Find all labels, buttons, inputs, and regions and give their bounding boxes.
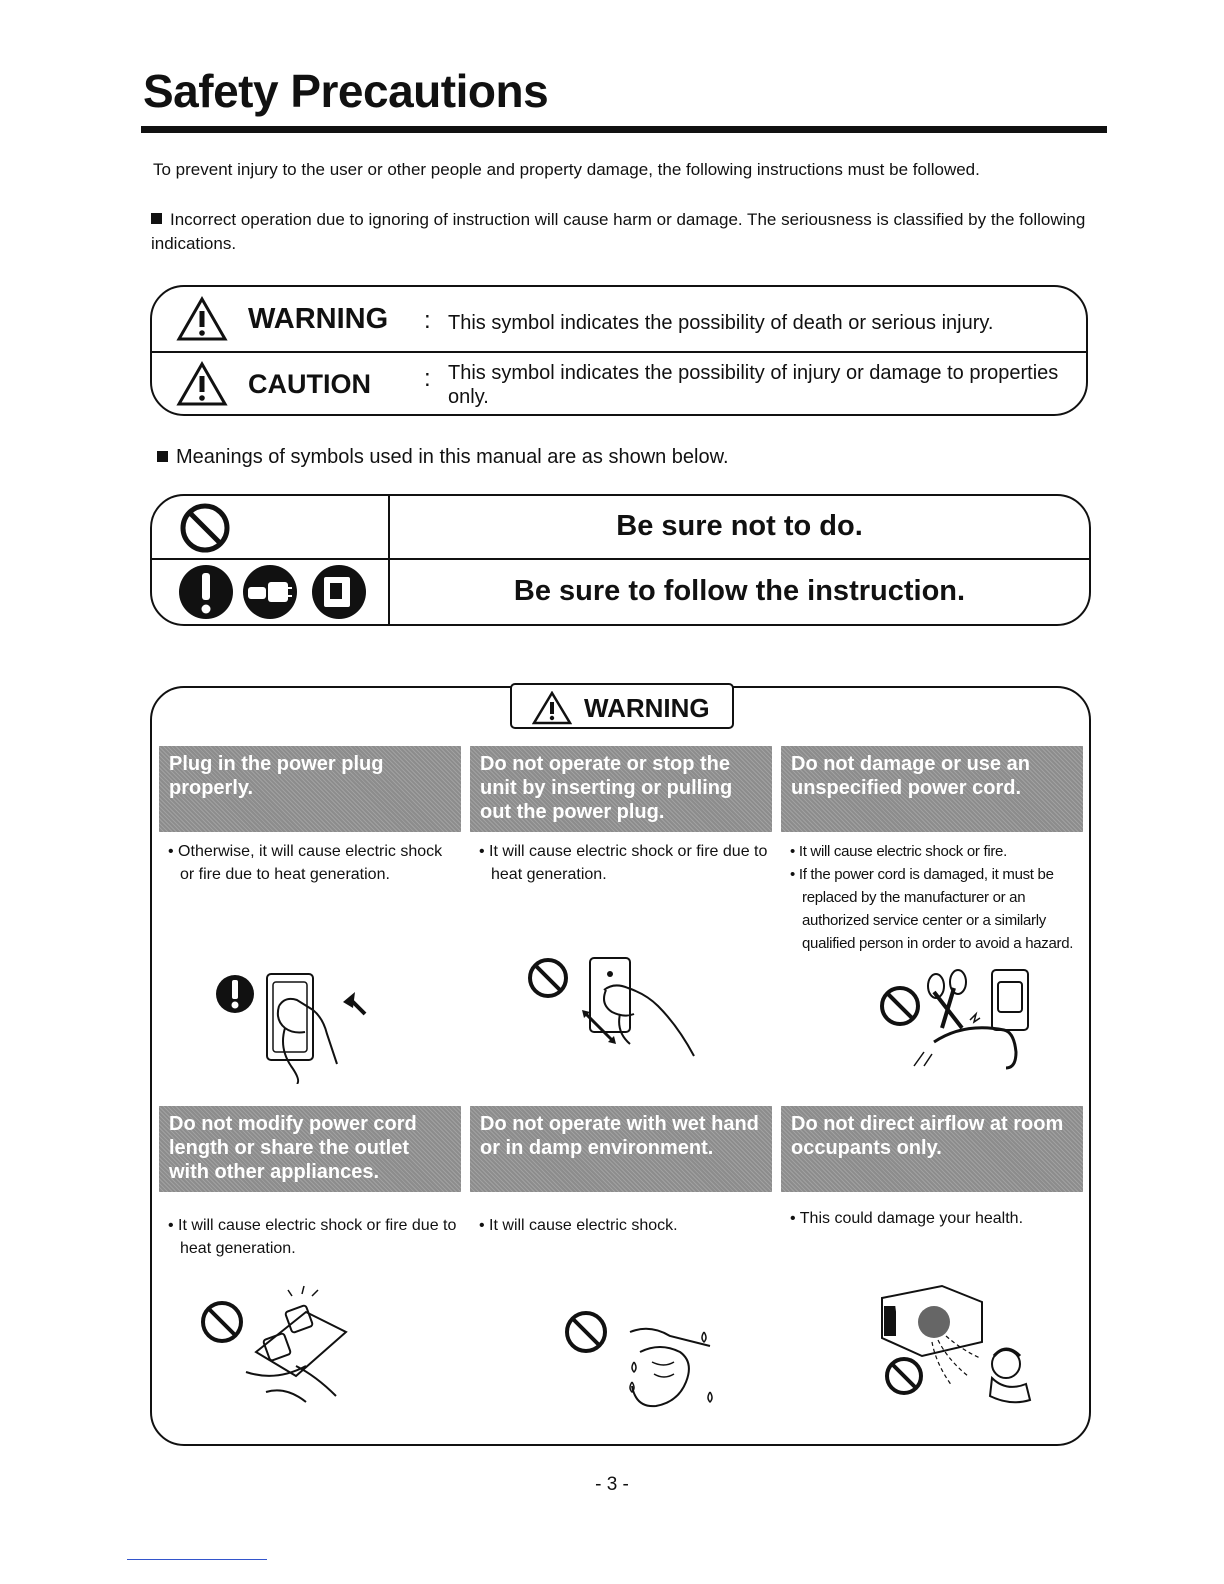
symbol-meaning-table — [150, 494, 1091, 626]
signal-word-table — [150, 285, 1088, 416]
symbol-meaning: Be sure to follow the instruction. — [513, 575, 966, 607]
prohibition-icon — [178, 501, 232, 555]
description-line: • It will cause electric shock or fire. — [790, 843, 1007, 860]
description-line: • Otherwise, it will cause electric shock or fire due to heat generation. — [168, 843, 443, 883]
signal-row-caution — [152, 351, 1086, 416]
colon: : — [424, 307, 431, 334]
page-title: Safety Precautions — [143, 65, 549, 117]
airflow-illustration — [876, 1282, 1046, 1406]
signal-word: WARNING — [248, 303, 389, 335]
signal-description: This symbol indicates the possibility of death or serious injury. — [448, 312, 994, 334]
item-description — [790, 1207, 1075, 1230]
warning-triangle-icon — [176, 296, 228, 342]
description-line: • This could damage your health. — [790, 1210, 1024, 1227]
title-rule — [141, 126, 1107, 133]
pull-plug-illustration — [524, 950, 724, 1060]
item-description — [479, 1214, 769, 1237]
heading-bar: Do not operate with wet hand or in damp environment. — [470, 1106, 772, 1192]
mandatory-icons — [176, 562, 376, 622]
description-line: • If the power cord is damaged, it must be replaced by the manufacturer or an authorized service center or a similarly qualified person in order to avoid a hazard. — [790, 866, 1074, 952]
footer-line — [127, 1559, 267, 1560]
signal-word: CAUTION — [248, 369, 371, 399]
warning-triangle-icon — [532, 691, 572, 725]
item-description — [479, 840, 769, 886]
intro-paragraph: To prevent injury to the user or other people and property damage, the following instructions must be followed. — [153, 160, 980, 179]
warning-label — [510, 683, 734, 729]
signal-description: This symbol indicates the possibility of injury or damage to properties only. — [448, 362, 1059, 408]
description-line: • It will cause electric shock. — [479, 1217, 678, 1234]
heading-bar: Do not direct airflow at room occupants only. — [781, 1106, 1083, 1192]
symbols-intro-text: Meanings of symbols used in this manual are as shown below. — [176, 446, 729, 468]
square-bullet-icon — [151, 213, 162, 224]
page-number: - 3 - — [595, 1474, 629, 1495]
row-divider — [152, 558, 1089, 560]
heading-bar: Do not modify power cord length or share the outlet with other appliances. — [159, 1106, 461, 1192]
signal-row-warning — [152, 287, 1086, 353]
colon: : — [424, 365, 431, 392]
wet-hand-illustration — [560, 1302, 730, 1420]
heading-bar: Plug in the power plug properly. — [159, 746, 461, 832]
heading-bar: Do not operate or stop the unit by inserting or pulling out the power plug. — [470, 746, 772, 832]
cut-cord-illustration — [874, 962, 1044, 1072]
warning-label-text: WARNING — [584, 693, 710, 723]
heading-bar: Do not damage or use an unspecified power cord. — [781, 746, 1083, 832]
item-description — [168, 1214, 458, 1260]
description-line: • It will cause electric shock or fire due to heat generation. — [479, 843, 768, 883]
caution-triangle-icon — [176, 361, 228, 407]
symbol-meaning: Be sure not to do. — [616, 510, 863, 542]
description-line: • It will cause electric shock or fire due to heat generation. — [168, 1217, 457, 1257]
item-description — [168, 840, 448, 886]
plug-in-illustration — [215, 962, 375, 1084]
symbols-intro — [157, 446, 729, 469]
item-description — [790, 840, 1075, 955]
intro-bullet — [151, 208, 1091, 256]
power-strip-illustration — [196, 1282, 366, 1406]
square-bullet-icon — [157, 451, 168, 462]
intro-bullet-text: Incorrect operation due to ignoring of instruction will cause harm or damage. The seriousness is classified by the following indications. — [151, 210, 1086, 253]
